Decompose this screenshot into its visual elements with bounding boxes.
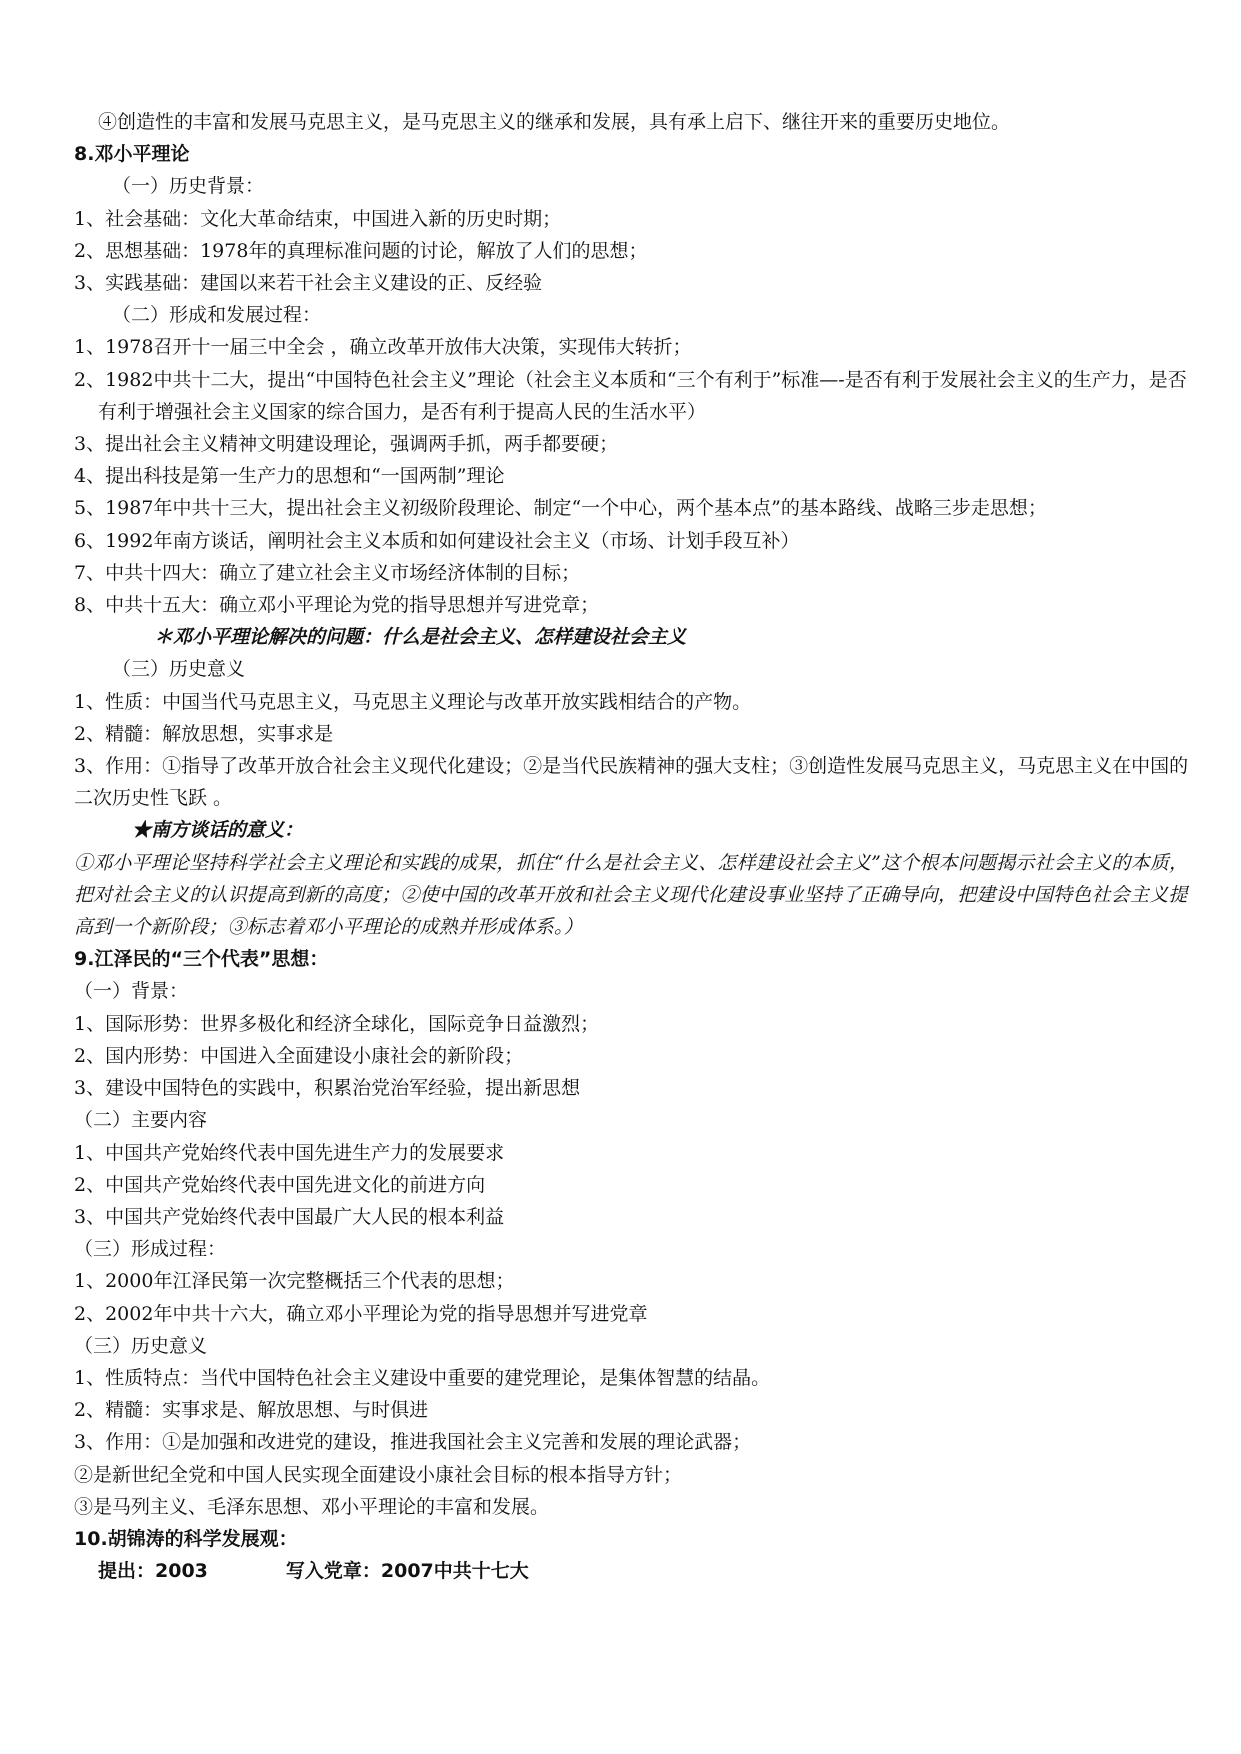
text-line: ③是马列主义、毛泽东思想、邓小平理论的丰富和发展。: [74, 1495, 550, 1518]
proposed-year: 提出：2003: [98, 1560, 208, 1583]
text-line: 1、1978召开十一届三中全会 ，确立改革开放伟大决策，实现伟大转折；: [74, 336, 692, 359]
text-line: 3、建设中国特色的实践中，积累治党治军经验，提出新思想: [74, 1077, 581, 1100]
south-talk-paragraph: ①邓小平理论坚持科学社会主义理论和实践的成果，抓住“什么是社会主义、怎样建设社会主义”这个根本问题揭示社会主义的本质，把对社会主义的认识提高到新的高度；②使中国的改革开放和社会主义现代化建设事业坚持了正确导向，把建设中国特色社会主义提高到一个新阶段；③标志着邓小平理论的成熟并形成体系。）: [74, 851, 1189, 939]
text-line: ②是新世纪全党和中国人民实现全面建设小康社会目标的根本指导方针；: [74, 1463, 683, 1486]
proposed-line: [74, 1555, 1204, 1587]
text-line: 1、2000年江泽民第一次完整概括三个代表的思想；: [74, 1270, 515, 1293]
section-heading-10: 10.胡锦涛的科学发展观：: [74, 1527, 298, 1550]
subheading: （三）历史意义: [74, 1334, 208, 1357]
text-line: 2、精髓：实事求是、解放思想、与时俱进: [74, 1399, 429, 1422]
subheading: （一）历史背景：: [112, 175, 265, 198]
text-line: 1、社会基础：文化大革命结束，中国进入新的历史时期；: [74, 207, 562, 230]
subheading: （一）背景：: [74, 980, 189, 1003]
document-page: [74, 106, 1204, 1587]
text-line: 1、国际形势：世界多极化和经济全球化，国际竞争日益激烈；: [74, 1012, 600, 1035]
text-line: 6、1992年南方谈话，阐明社会主义本质和如何建设社会主义（市场、计划手段互补）: [74, 529, 800, 552]
text-line: 1、性质特点：当代中国特色社会主义建设中重要的建党理论，是集体智慧的结晶。: [74, 1366, 771, 1389]
text-line: 2、1982中共十二大，提出“中国特色社会主义”理论（社会主义本质和“三个有利于”标准—-是否有利于发展社会主义的生产力，是否有利于增强社会主义国家的综合国力，是否有利于提高人民的生活水平）: [74, 368, 1187, 423]
text-line: 2、2002年中共十六大，确立邓小平理论为党的指导思想并写进党章: [74, 1302, 648, 1325]
text-line: ④创造性的丰富和发展马克思主义，是马克思主义的继承和发展，具有承上启下、继往开来的重要历史地位。: [98, 111, 1011, 133]
text-line: 8、中共十五大：确立邓小平理论为党的指导思想并写进党章；: [74, 594, 600, 617]
subheading: （三）历史意义: [112, 658, 246, 681]
text-line: 3、提出社会主义精神文明建设理论，强调两手抓，两手都要硬；: [74, 433, 619, 456]
text-line: 4、提出科技是第一生产力的思想和“一国两制”理论: [74, 465, 505, 488]
text-line: 7、中共十四大：确立了建立社会主义市场经济体制的目标；: [74, 561, 581, 584]
text-line: 1、中国共产党始终代表中国先进生产力的发展要求: [74, 1141, 505, 1164]
text-line: 2、中国共产党始终代表中国先进文化的前进方向: [74, 1173, 486, 1196]
section-heading-9: 9.江泽民的“三个代表”思想：: [74, 948, 329, 971]
key-problem-note: ＊邓小平理论解决的问题：什么是社会主义、怎样建设社会主义: [154, 626, 687, 649]
text-line: 2、国内形势：中国进入全面建设小康社会的新阶段；: [74, 1044, 524, 1067]
text-line: 2、精髓：解放思想，实事求是: [74, 722, 334, 745]
text-line: 5、1987年中共十三大，提出社会主义初级阶段理论、制定“一个中心，两个基本点”的基本路线、战略三步走思想；: [74, 497, 1047, 520]
text-line: 2、思想基础：1978年的真理标准问题的讨论，解放了人们的思想；: [74, 239, 648, 262]
charter-year: 写入党章：2007中共十七大: [285, 1560, 529, 1583]
text-line: 3、作用：①是加强和改进党的建设，推进我国社会主义完善和发展的理论武器；: [74, 1431, 752, 1454]
south-talk-heading: ★南方谈话的意义：: [132, 819, 304, 842]
subheading: （三）形成过程：: [74, 1238, 227, 1261]
text-line: 1、性质：中国当代马克思主义，马克思主义理论与改革开放实践相结合的产物。: [74, 690, 752, 713]
subheading: （二）形成和发展过程：: [112, 304, 322, 327]
section-heading-8: 8.邓小平理论: [74, 143, 190, 166]
subheading: （二）主要内容: [74, 1109, 208, 1132]
text-line: 3、中国共产党始终代表中国最广大人民的根本利益: [74, 1205, 505, 1228]
text-line: 3、作用：①指导了改革开放合社会主义现代化建设；②是当代民族精神的强大支柱；③创造性发展马克思主义，马克思主义在中国的二次历史性飞跃 。: [74, 755, 1189, 810]
text-line: 3、实践基础：建国以来若干社会主义建设的正、反经验: [74, 272, 543, 295]
